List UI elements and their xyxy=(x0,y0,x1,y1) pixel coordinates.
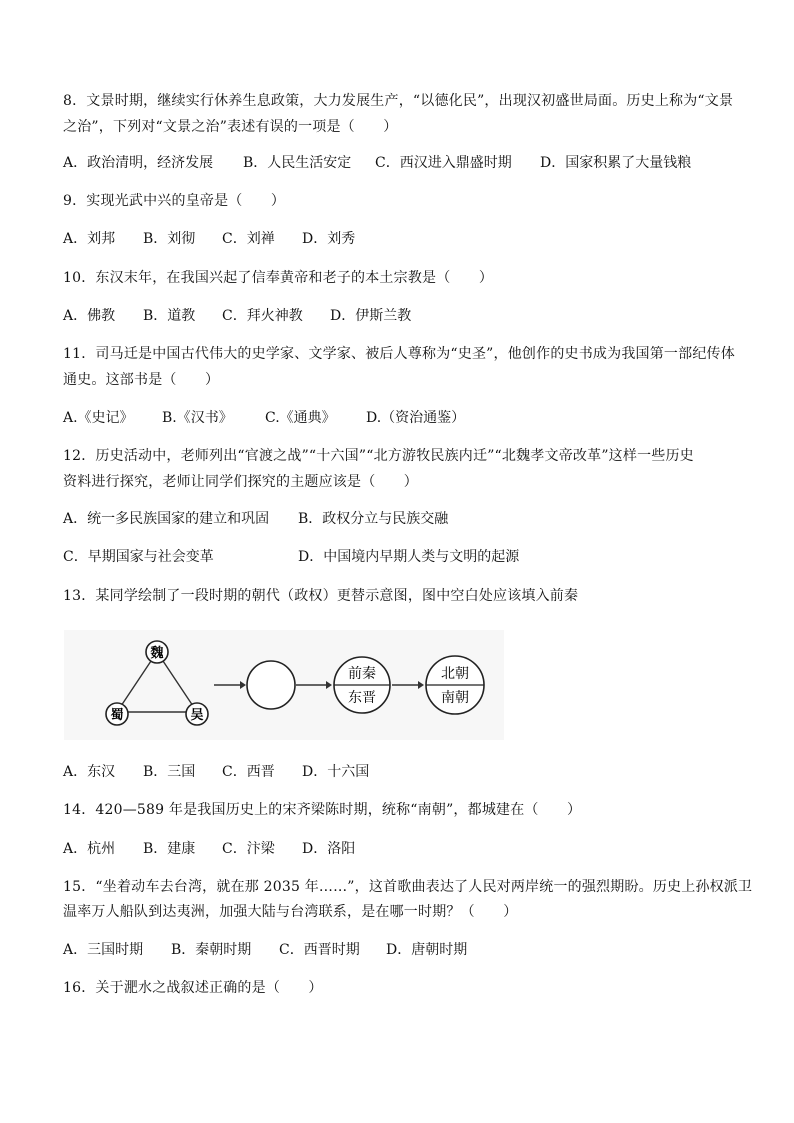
q15-stem-line1: 15．“坐着动车去台湾，就在那 2035 年……”，这首歌曲表达了人民对两岸统一的强烈期盼。历史上孙权派卫 xyxy=(63,879,753,895)
q12-option-a[interactable]: A．统一多民族国家的建立和巩固 xyxy=(63,511,270,527)
q9-stem: 9．实现光武中兴的皇帝是（ ） xyxy=(63,193,286,209)
q15-stem-line2: 温率万人船队到达夷洲，加强大陆与台湾联系，是在哪一时期？（ ） xyxy=(63,904,518,920)
dongjin-label: 东晋 xyxy=(348,690,376,706)
q12-option-c[interactable]: C．早期国家与社会变革 xyxy=(63,549,214,565)
wu-label: 吴 xyxy=(190,708,204,723)
q11-option-d[interactable]: D.（资治通鉴） xyxy=(366,410,466,426)
q11-option-b[interactable]: B.《汉书》 xyxy=(162,410,233,426)
q15-option-a[interactable]: A．三国时期 xyxy=(63,942,144,958)
q14-option-d[interactable]: D．洛阳 xyxy=(302,841,356,857)
q8-option-c[interactable]: C．西汉进入鼎盛时期 xyxy=(375,155,512,171)
q15-option-d[interactable]: D．唐朝时期 xyxy=(386,942,468,958)
q8-option-a[interactable]: A．政治清明，经济发展 xyxy=(63,155,214,171)
q11-stem-line1: 11．司马迁是中国古代伟大的史学家、文学家、被后人尊称为“史圣”，他创作的史书成为我国第一部纪传体 xyxy=(63,346,735,362)
q14-option-c[interactable]: C．汴梁 xyxy=(222,841,275,857)
q12-option-d[interactable]: D．中国境内早期人类与文明的起源 xyxy=(298,549,520,565)
q8-stem-line2: 之治”，下列对“文景之治”表述有误的一项是（ ） xyxy=(63,119,398,135)
q10-stem: 10．东汉末年，在我国兴起了信奉黄帝和老子的本土宗教是（ ） xyxy=(63,270,494,286)
q14-stem: 14．420—589 年是我国历史上的宋齐梁陈时期，统称“南朝”，都城建在（ ） xyxy=(63,802,582,818)
wei-label: 魏 xyxy=(150,646,164,661)
q15-option-c[interactable]: C．西晋时期 xyxy=(279,942,360,958)
q13-stem: 13．某同学绘制了一段时期的朝代（政权）更替示意图，图中空白处应该填入前秦 xyxy=(63,588,579,604)
shu-label: 蜀 xyxy=(110,708,124,723)
q13-option-a[interactable]: A．东汉 xyxy=(63,764,116,780)
dynasty-succession-diagram xyxy=(64,630,504,740)
q13-option-d[interactable]: D．十六国 xyxy=(302,764,370,780)
q14-option-a[interactable]: A．杭州 xyxy=(63,841,116,857)
q11-option-a[interactable]: A.《史记》 xyxy=(63,410,134,426)
q10-option-b[interactable]: B．道教 xyxy=(143,308,196,324)
q15-option-b[interactable]: B．秦朝时期 xyxy=(171,942,252,958)
q11-stem-line2: 通史。这部书是（ ） xyxy=(63,372,220,388)
qianqin-label: 前秦 xyxy=(348,666,376,682)
q10-option-c[interactable]: C．拜火神教 xyxy=(222,308,303,324)
beichao-label: 北朝 xyxy=(441,666,469,682)
q9-option-c[interactable]: C．刘禅 xyxy=(222,231,275,247)
q12-stem-line1: 12．历史活动中，老师列出“官渡之战”“十六国”“北方游牧民族内迁”“北魏孝文帝改革”这样一些历史 xyxy=(63,448,694,464)
q10-option-d[interactable]: D．伊斯兰教 xyxy=(330,308,412,324)
q12-stem-line2: 资料进行探究，老师让同学们探究的主题应该是（ ） xyxy=(63,474,418,490)
q8-option-d[interactable]: D．国家积累了大量钱粮 xyxy=(540,155,692,171)
q14-option-b[interactable]: B．建康 xyxy=(143,841,196,857)
q13-option-b[interactable]: B．三国 xyxy=(143,764,196,780)
q9-option-d[interactable]: D．刘秀 xyxy=(302,231,356,247)
q16-stem: 16．关于淝水之战叙述正确的是（ ） xyxy=(63,980,323,996)
q10-option-a[interactable]: A．佛教 xyxy=(63,308,116,324)
q9-option-b[interactable]: B．刘彻 xyxy=(143,231,196,247)
q12-option-b[interactable]: B．政权分立与民族交融 xyxy=(298,511,449,527)
nanchao-label: 南朝 xyxy=(441,690,469,706)
q8-stem-line1: 8．文景时期，继续实行休养生息政策，大力发展生产，“以德化民”，出现汉初盛世局面。历史上称为“文景 xyxy=(63,93,734,109)
q13-option-c[interactable]: C．西晋 xyxy=(222,764,275,780)
q8-option-b[interactable]: B．人民生活安定 xyxy=(243,155,352,171)
blank-node xyxy=(247,661,295,709)
q11-option-c[interactable]: C.《通典》 xyxy=(265,410,336,426)
q9-option-a[interactable]: A．刘邦 xyxy=(63,231,116,247)
